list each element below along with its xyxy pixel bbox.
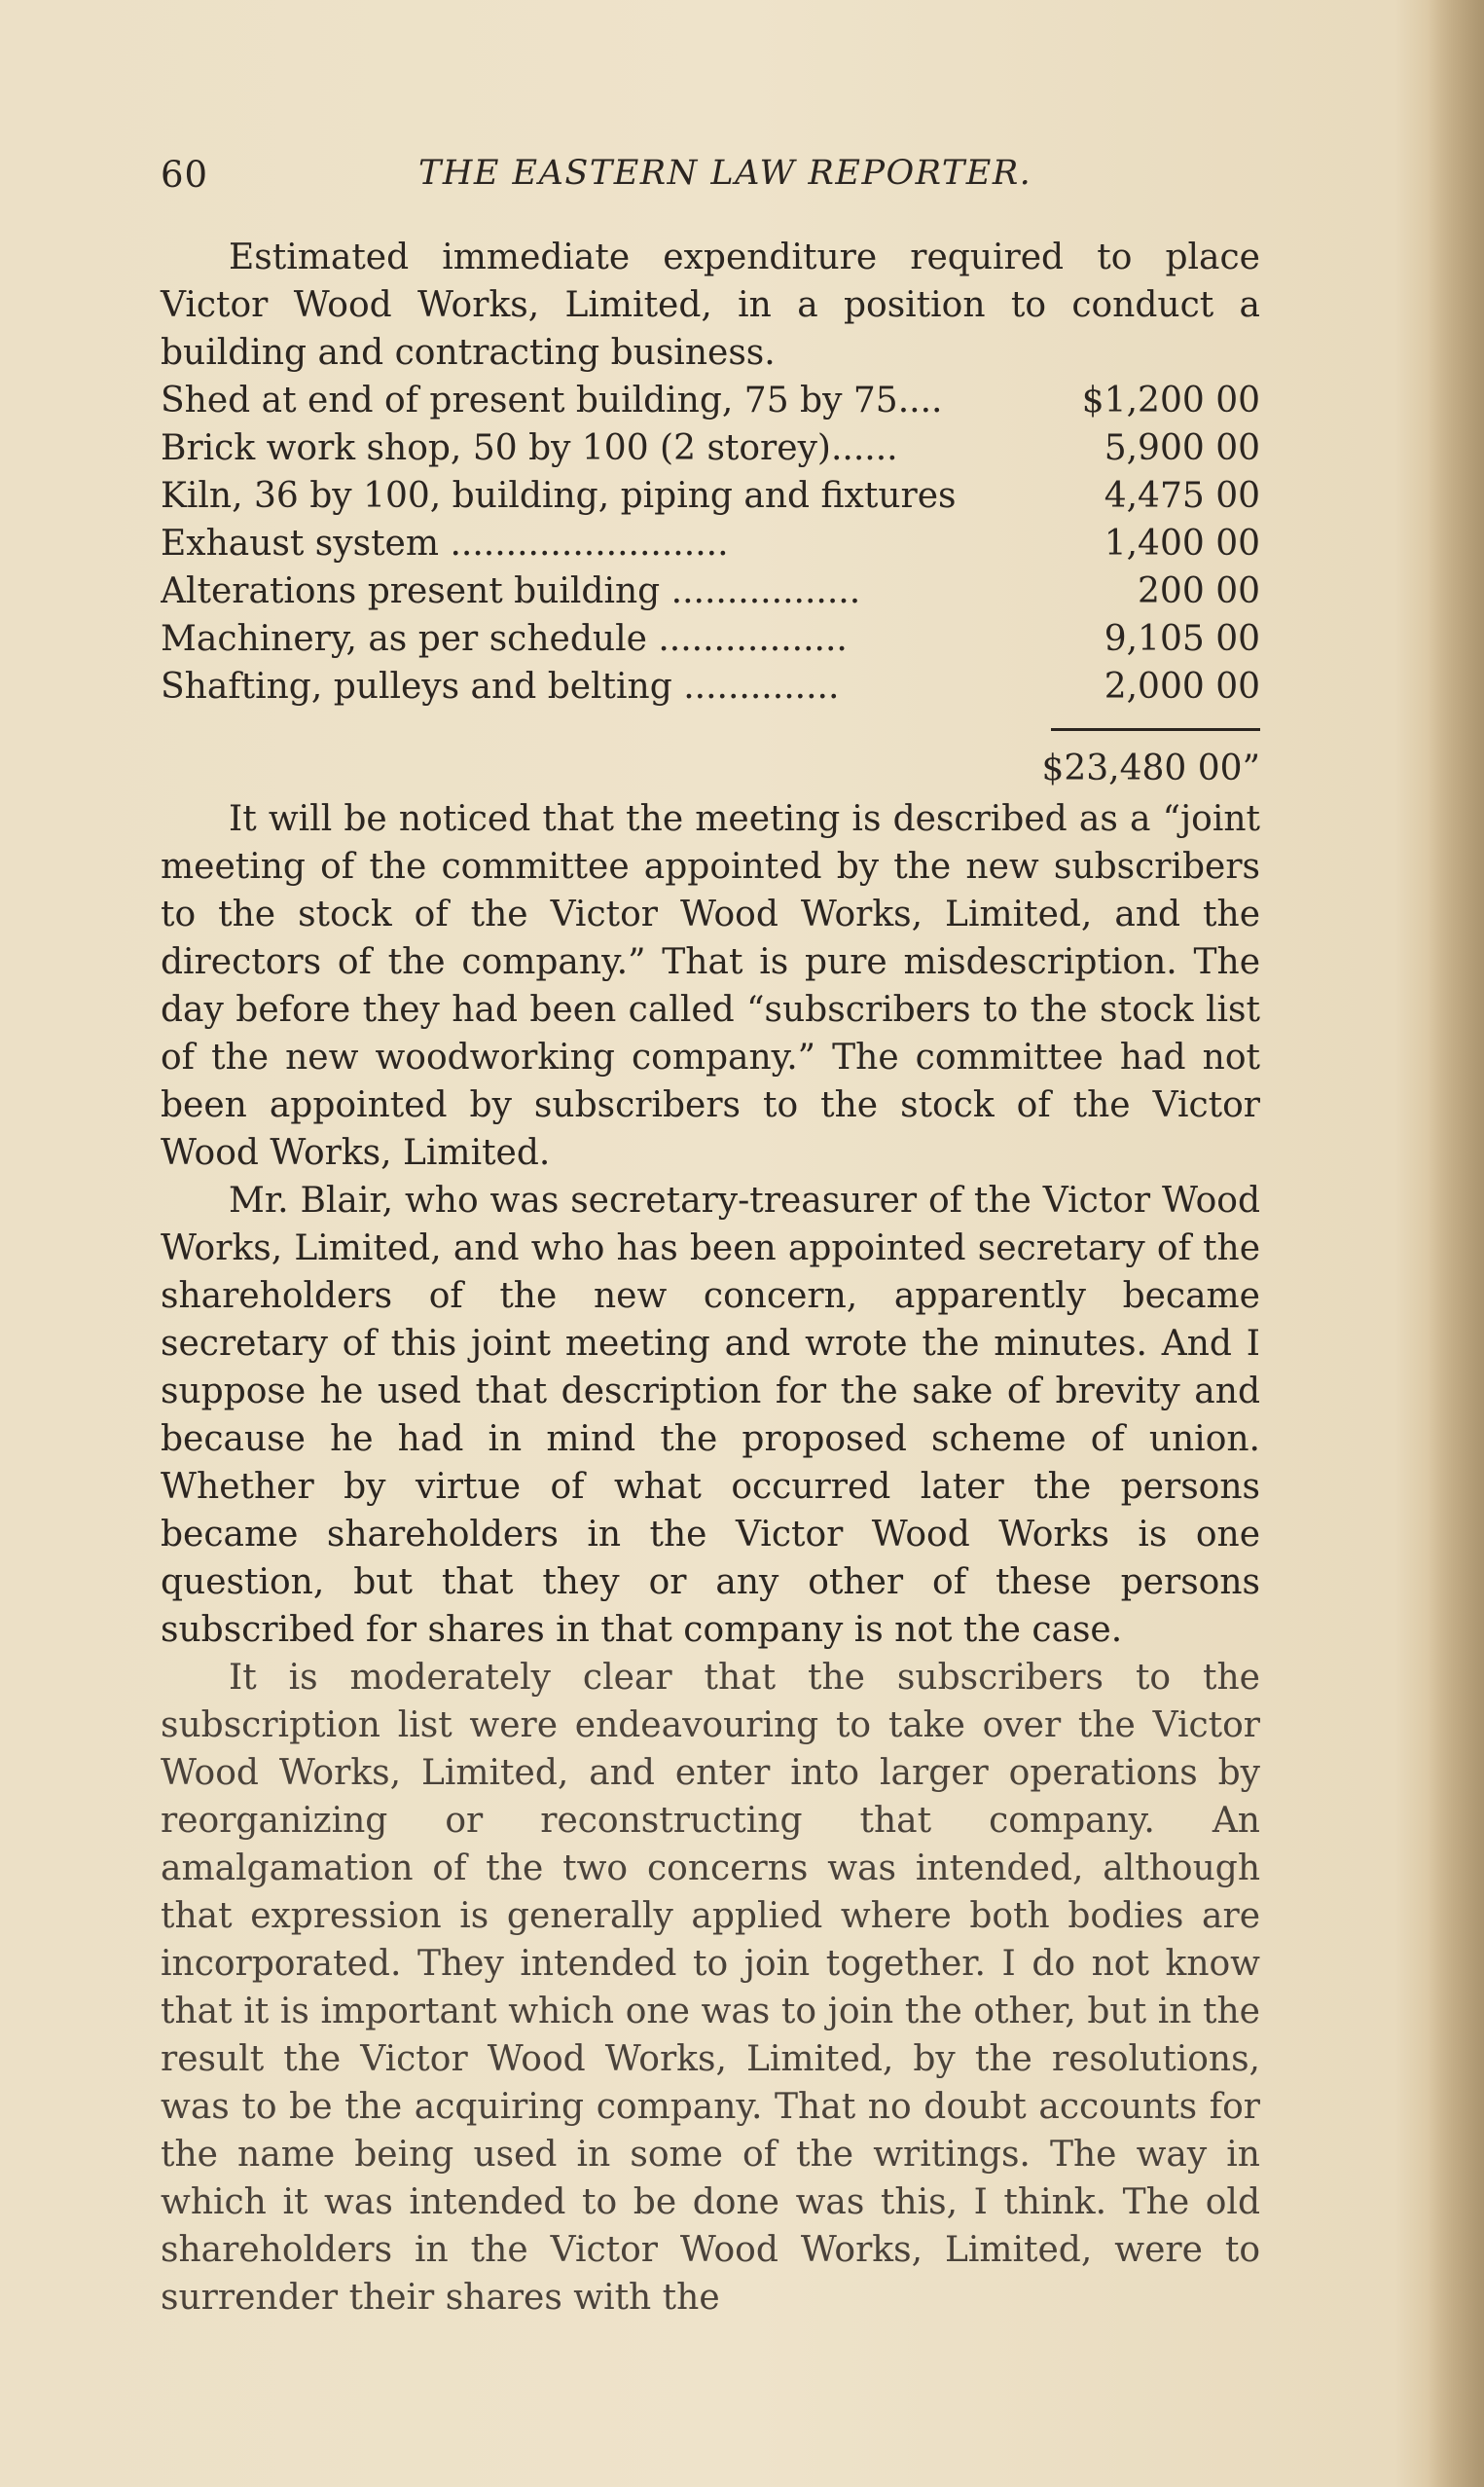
item-description: Shafting, pulleys and belting .............. bbox=[161, 667, 840, 707]
item-description: Alterations present building ................. bbox=[161, 571, 861, 611]
expenditure-table bbox=[161, 377, 1260, 711]
item-amount: 5,900 00 bbox=[1104, 428, 1260, 468]
table-row bbox=[161, 663, 1260, 711]
table-row bbox=[161, 377, 1260, 424]
item-amount: 4,475 00 bbox=[1104, 476, 1260, 516]
page-gutter-shadow bbox=[1428, 0, 1484, 2487]
table-row bbox=[161, 567, 1260, 615]
body-paragraph: It will be noticed that the meeting is described as a “joint meeting of the committee appointed by the new subscribers to the stock of the Victor Wood Works, Limited, and the directors of the company.” That is pure misdescription. The day before they had been called “subscribers to the stock list of the new woodworking company.” The committee had not been appointed by subscribers to the stock of the Victor Wood Works, Limited. bbox=[161, 799, 1260, 1173]
item-description: Exhaust system ......................... bbox=[161, 524, 729, 564]
page-body bbox=[161, 234, 1260, 2322]
item-amount: $1,200 00 bbox=[1081, 381, 1260, 421]
item-amount: 2,000 00 bbox=[1104, 667, 1260, 707]
item-description: Shed at end of present building, 75 by 75.... bbox=[161, 381, 943, 421]
total-amount: $23,480 00” bbox=[1041, 749, 1260, 788]
item-amount: 1,400 00 bbox=[1104, 524, 1260, 564]
item-description: Machinery, as per schedule ................. bbox=[161, 619, 848, 659]
item-amount: 200 00 bbox=[1138, 571, 1260, 611]
item-description: Brick work shop, 50 by 100 (2 storey)...... bbox=[161, 428, 898, 468]
body-paragraph: It is moderately clear that the subscribers to the subscription list were endeavouring to take over the Victor Wood Works, Limited, and enter into larger operations by reorganizing or reconstructing that company. An amalgamation of the two concerns was intended, although that expression is generally applied where both bodies are incorporated. They intended to join together. I do not know that it is important which one was to join the other, but in the result the Victor Wood Works, Limited, by the resolutions, was to be the acquiring company. That no doubt accounts for the name being used in some of the writings. The way in which it was intended to be done was this, I think. The old shareholders in the Victor Wood Works, Limited, were to surrender their shares with the bbox=[161, 1658, 1260, 2318]
item-description: Kiln, 36 by 100, building, piping and fixtures bbox=[161, 476, 957, 516]
table-row bbox=[161, 472, 1260, 520]
body-paragraph: Mr. Blair, who was secretary-treasurer of the Victor Wood Works, Limited, and who has been appointed secretary of the shareholders of the new concern, apparently became secretary of this joint meeting and wrote the minutes. And I suppose he used that description for the sake of brevity and because he had in mind the proposed scheme of union. Whether by virtue of what occurred later the persons became shareholders in the Victor Wood Works is one question, but that they or any other of these persons subscribed for shares in that company is not the case. bbox=[161, 1181, 1260, 1650]
table-row bbox=[161, 520, 1260, 567]
table-row bbox=[161, 424, 1260, 472]
total-rule bbox=[1051, 728, 1260, 731]
running-head: THE EASTERN LAW REPORTER. bbox=[418, 154, 1032, 193]
page-number: 60 bbox=[161, 154, 209, 196]
table-row bbox=[161, 615, 1260, 663]
item-amount: 9,105 00 bbox=[1104, 619, 1260, 659]
page-header bbox=[161, 154, 1260, 202]
intro-paragraph: Estimated immediate expenditure required to place Victor Wood Works, Limited, in a position to conduct a building and contracting business. bbox=[161, 238, 1260, 373]
